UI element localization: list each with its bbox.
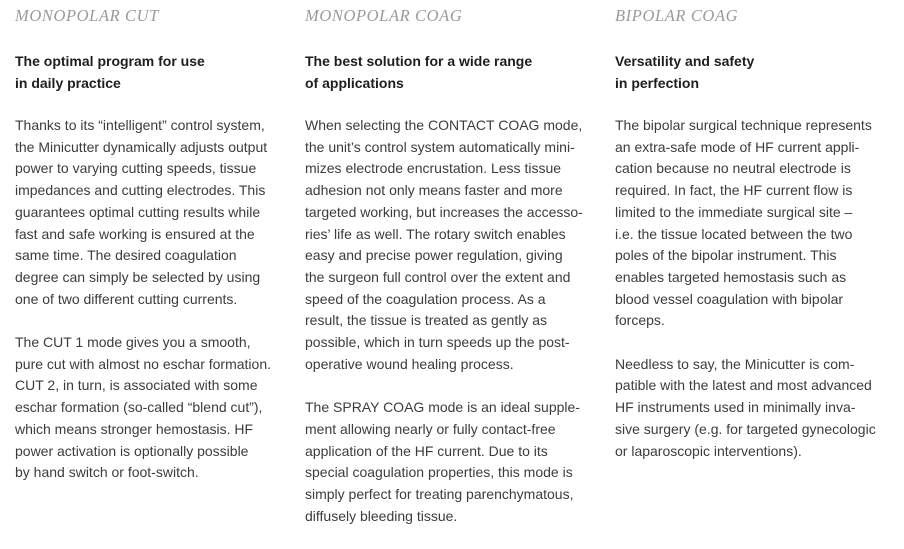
text-line: mizes electrode encrustation. Less tissue bbox=[305, 160, 562, 177]
text-line: special coagulation properties, this mode is bbox=[305, 464, 573, 481]
text-line: possible, which in turn speeds up the post- bbox=[305, 334, 570, 351]
subtitle-line: The optimal program for use bbox=[15, 53, 205, 69]
text-line: CUT 2, in turn, is associated with some bbox=[15, 377, 258, 394]
text-line: cation because no neutral electrode is bbox=[615, 160, 851, 177]
text-line: one of two different cutting currents. bbox=[15, 290, 238, 307]
text-line: i.e. the tissue located between the two bbox=[615, 225, 853, 242]
text-line: power to varying cutting speeds, tissue bbox=[15, 160, 257, 177]
subtitle-line: in perfection bbox=[615, 75, 700, 91]
text-line: the unit’s control system automatically mini- bbox=[305, 138, 575, 155]
paragraph bbox=[615, 354, 876, 463]
subtitle-line: in daily practice bbox=[15, 75, 121, 91]
subtitle-line: The best solution for a wide range bbox=[305, 53, 533, 69]
text-line: sive surgery (e.g. for targeted gynecologic bbox=[615, 420, 876, 437]
section-body bbox=[15, 115, 271, 506]
text-line: blood vessel coagulation with bipolar bbox=[615, 290, 844, 307]
text-line: impedances and cutting electrodes. This bbox=[15, 182, 266, 199]
text-line: pure cut with almost no eschar formation. bbox=[15, 355, 272, 372]
section-title: BIPOLAR COAG bbox=[615, 6, 739, 25]
text-line: an extra-safe mode of HF current appli- bbox=[615, 138, 860, 155]
text-line: ment allowing nearly or fully contact-free bbox=[305, 420, 556, 437]
section-subtitle bbox=[305, 50, 532, 94]
text-line: enables targeted hemostasis such as bbox=[615, 268, 847, 285]
text-line: same time. The desired coagulation bbox=[15, 247, 237, 264]
section-title: MONOPOLAR COAG bbox=[305, 6, 463, 25]
paragraph bbox=[15, 115, 271, 310]
text-line: result, the tissue is treated as gently as bbox=[305, 312, 548, 329]
column-bipolar-coag bbox=[615, 0, 895, 459]
text-line: When selecting the CONTACT COAG mode, bbox=[305, 117, 583, 133]
text-line: or laparoscopic interventions). bbox=[615, 442, 802, 459]
paragraph bbox=[305, 115, 583, 375]
text-line: operative wound healing process. bbox=[305, 355, 514, 372]
text-line: forceps. bbox=[615, 312, 665, 329]
text-line: The SPRAY COAG mode is an ideal supple- bbox=[305, 399, 580, 416]
text-line: power activation is optionally possible bbox=[15, 442, 249, 459]
text-line: required. In fact, the HF current flow is bbox=[615, 182, 853, 199]
text-line: limited to the immediate surgical site – bbox=[615, 203, 853, 220]
text-line: which means stronger hemostasis. HF bbox=[15, 420, 254, 437]
text-line: guarantees optimal cutting results while bbox=[15, 203, 261, 220]
text-line: The bipolar surgical technique represents bbox=[615, 117, 872, 133]
text-line: Needless to say, the Minicutter is com- bbox=[615, 355, 855, 372]
text-line: diffusely bleeding tissue. bbox=[305, 507, 458, 524]
section-title: MONOPOLAR CUT bbox=[15, 6, 159, 25]
text-line: ries’ life as well. The rotary switch enables bbox=[305, 225, 566, 242]
paragraph bbox=[15, 332, 271, 484]
paragraph bbox=[615, 115, 876, 332]
column-monopolar-cut bbox=[15, 0, 291, 481]
text-line: simply perfect for treating parenchymatous, bbox=[305, 485, 574, 502]
section-subtitle bbox=[615, 50, 754, 94]
text-line: adhesion not only means faster and more bbox=[305, 182, 563, 199]
text-line: patible with the latest and most advanced bbox=[615, 377, 872, 394]
text-line: application of the HF current. Due to its bbox=[305, 442, 548, 459]
section-body bbox=[305, 115, 583, 549]
text-line: easy and precise power regulation, giving bbox=[305, 247, 563, 264]
text-line: targeted working, but increases the accesso- bbox=[305, 203, 583, 220]
text-line: HF instruments used in minimally inva- bbox=[615, 399, 856, 416]
subtitle-line: of applications bbox=[305, 75, 404, 91]
text-line: by hand switch or foot-switch. bbox=[15, 464, 199, 481]
section-body bbox=[615, 115, 876, 484]
text-line: degree can simply be selected by using bbox=[15, 268, 261, 285]
text-line: eschar formation (so-called “blend cut”), bbox=[15, 399, 263, 416]
section-subtitle bbox=[15, 50, 205, 94]
paragraph bbox=[305, 397, 583, 527]
text-line: The CUT 1 mode gives you a smooth, bbox=[15, 334, 251, 351]
text-line: speed of the coagulation process. As a bbox=[305, 290, 546, 307]
text-line: the surgeon full control over the extent and bbox=[305, 268, 571, 285]
column-monopolar-coag bbox=[305, 0, 595, 524]
text-line: Thanks to its “intelligent” control system, bbox=[15, 117, 265, 133]
subtitle-line: Versatility and safety bbox=[615, 53, 755, 69]
text-line: poles of the bipolar instrument. This bbox=[615, 247, 837, 264]
text-line: the Minicutter dynamically adjusts output bbox=[15, 138, 268, 155]
text-line: fast and safe working is ensured at the bbox=[15, 225, 255, 242]
